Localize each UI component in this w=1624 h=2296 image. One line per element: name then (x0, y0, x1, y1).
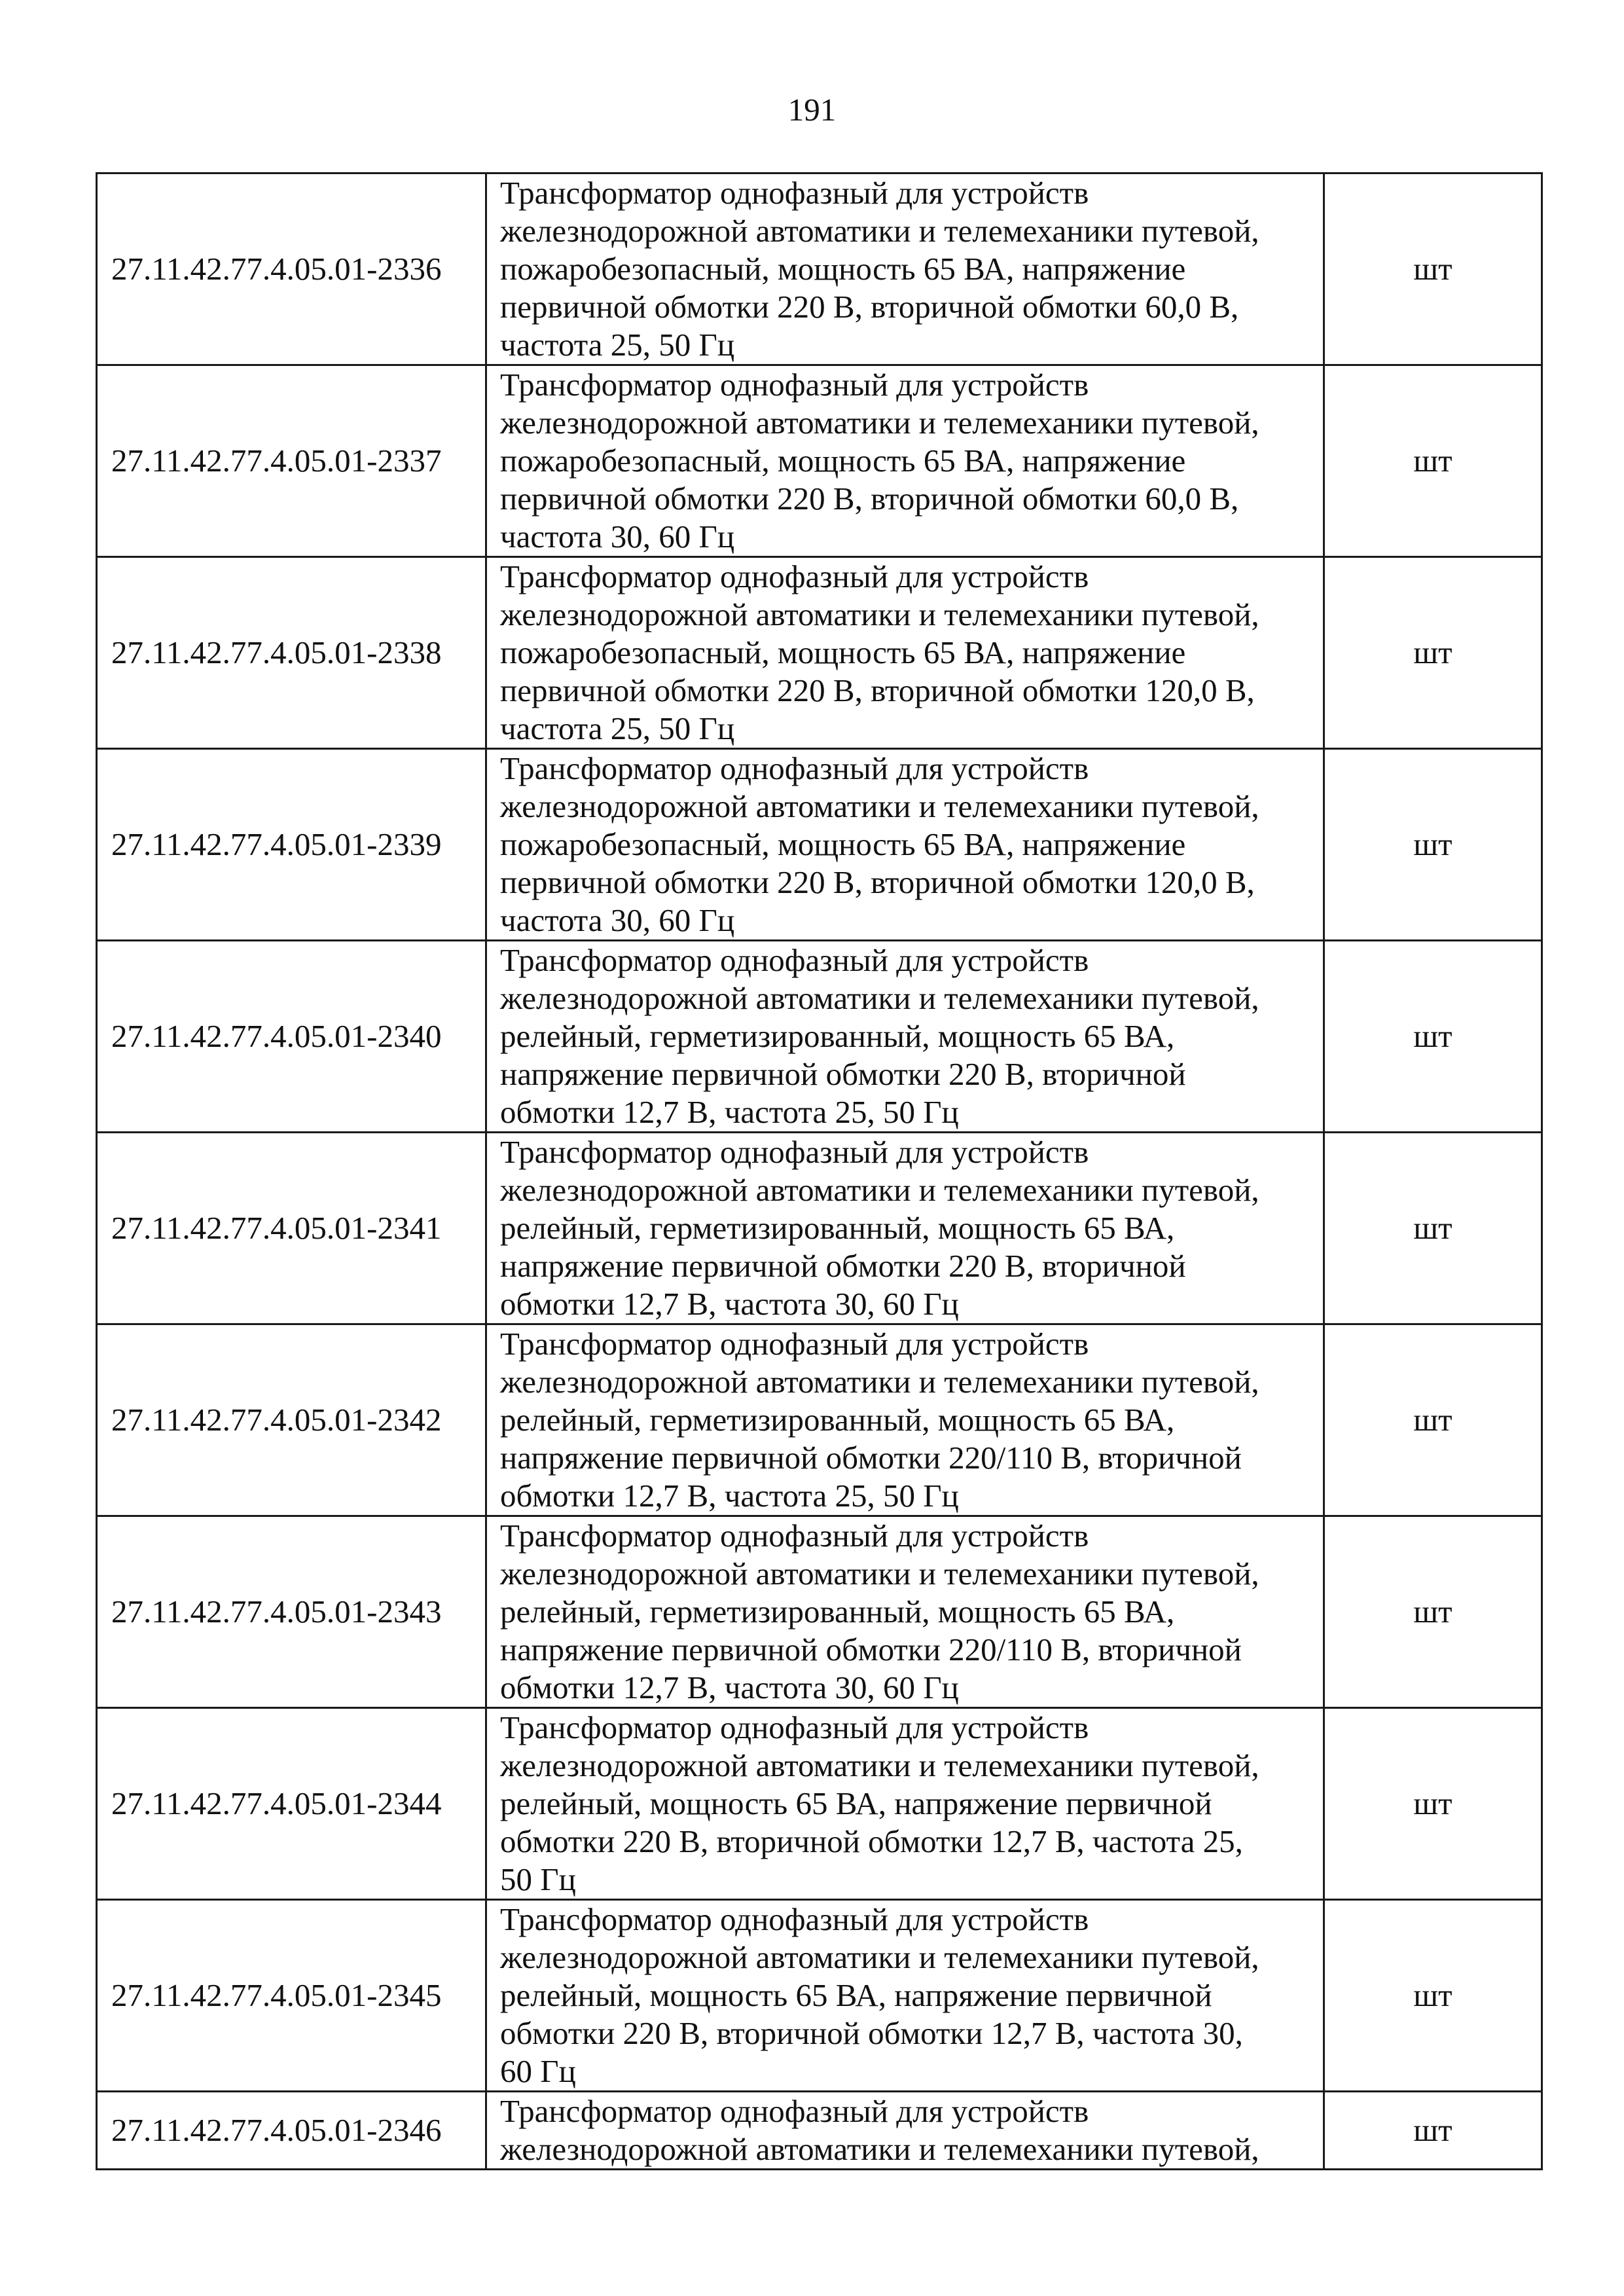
resource-description-cell: Трансформатор однофазный для устройств железнодорожной автоматики и телемеханики путевой, релейный, герметизированный, мощность 65 ВА, напряжение первичной обмотки 220 В, вторичной обмотки 12,7 В, частота 30, 60 Гц (486, 1133, 1324, 1324)
resource-code-cell: 27.11.42.77.4.05.01-2336 (97, 173, 486, 365)
resource-description-cell: Трансформатор однофазный для устройств железнодорожной автоматики и телемеханики путевой, пожаробезопасный, мощность 65 ВА, напряжение первичной обмотки 220 В, вторичной обмотки 60,0 В, частота 30, 60 Гц (486, 365, 1324, 557)
catalog-table (96, 172, 1543, 2170)
unit-cell: шт (1324, 1708, 1542, 1900)
table-row (97, 1516, 1542, 1708)
unit-cell: шт (1324, 1516, 1542, 1708)
unit-cell: шт (1324, 749, 1542, 941)
table-row (97, 1324, 1542, 1516)
resource-description-cell: Трансформатор однофазный для устройств железнодорожной автоматики и телемеханики путевой, (486, 2092, 1324, 2170)
unit-cell: шт (1324, 557, 1542, 749)
unit-cell: шт (1324, 1900, 1542, 2092)
unit-cell: шт (1324, 365, 1542, 557)
resource-description-cell: Трансформатор однофазный для устройств железнодорожной автоматики и телемеханики путевой, релейный, герметизированный, мощность 65 ВА, напряжение первичной обмотки 220/110 В, вторичной обмотки 12,7 В, частота 30, 60 Гц (486, 1516, 1324, 1708)
table-row (97, 941, 1542, 1133)
resource-code-cell: 27.11.42.77.4.05.01-2340 (97, 941, 486, 1133)
resource-description-cell: Трансформатор однофазный для устройств железнодорожной автоматики и телемеханики путевой, релейный, мощность 65 ВА, напряжение первичной обмотки 220 В, вторичной обмотки 12,7 В, частота 25, 50 Гц (486, 1708, 1324, 1900)
table-row (97, 1133, 1542, 1324)
page-number: 191 (787, 92, 837, 128)
resource-code-cell: 27.11.42.77.4.05.01-2344 (97, 1708, 486, 1900)
table-row (97, 1708, 1542, 1900)
resource-description-cell: Трансформатор однофазный для устройств железнодорожной автоматики и телемеханики путевой, релейный, мощность 65 ВА, напряжение первичной обмотки 220 В, вторичной обмотки 12,7 В, частота 30, 60 Гц (486, 1900, 1324, 2092)
unit-cell: шт (1324, 1324, 1542, 1516)
resource-description-cell: Трансформатор однофазный для устройств железнодорожной автоматики и телемеханики путевой, релейный, герметизированный, мощность 65 ВА, напряжение первичной обмотки 220 В, вторичной обмотки 12,7 В, частота 25, 50 Гц (486, 941, 1324, 1133)
resource-description-cell: Трансформатор однофазный для устройств железнодорожной автоматики и телемеханики путевой, пожаробезопасный, мощность 65 ВА, напряжение первичной обмотки 220 В, вторичной обмотки 120,0 В, частота 30, 60 Гц (486, 749, 1324, 941)
table-row (97, 365, 1542, 557)
resource-description-cell: Трансформатор однофазный для устройств железнодорожной автоматики и телемеханики путевой, пожаробезопасный, мощность 65 ВА, напряжение первичной обмотки 220 В, вторичной обмотки 120,0 В, частота 25, 50 Гц (486, 557, 1324, 749)
resource-code-cell: 27.11.42.77.4.05.01-2345 (97, 1900, 486, 2092)
resource-code-cell: 27.11.42.77.4.05.01-2341 (97, 1133, 486, 1324)
table-row (97, 749, 1542, 941)
table-row (97, 557, 1542, 749)
resource-code-cell: 27.11.42.77.4.05.01-2343 (97, 1516, 486, 1708)
unit-cell: шт (1324, 173, 1542, 365)
resource-code-cell: 27.11.42.77.4.05.01-2338 (97, 557, 486, 749)
table-row (97, 2092, 1542, 2170)
resource-description-cell: Трансформатор однофазный для устройств железнодорожной автоматики и телемеханики путевой, релейный, герметизированный, мощность 65 ВА, напряжение первичной обмотки 220/110 В, вторичной обмотки 12,7 В, частота 25, 50 Гц (486, 1324, 1324, 1516)
resource-code-cell: 27.11.42.77.4.05.01-2342 (97, 1324, 486, 1516)
resource-code-cell: 27.11.42.77.4.05.01-2337 (97, 365, 486, 557)
table-row (97, 173, 1542, 365)
resource-description-cell: Трансформатор однофазный для устройств железнодорожной автоматики и телемеханики путевой, пожаробезопасный, мощность 65 ВА, напряжение первичной обмотки 220 В, вторичной обмотки 60,0 В, частота 25, 50 Гц (486, 173, 1324, 365)
resource-code-cell: 27.11.42.77.4.05.01-2346 (97, 2092, 486, 2170)
unit-cell: шт (1324, 2092, 1542, 2170)
unit-cell: шт (1324, 1133, 1542, 1324)
unit-cell: шт (1324, 941, 1542, 1133)
table-row (97, 1900, 1542, 2092)
resource-code-cell: 27.11.42.77.4.05.01-2339 (97, 749, 486, 941)
